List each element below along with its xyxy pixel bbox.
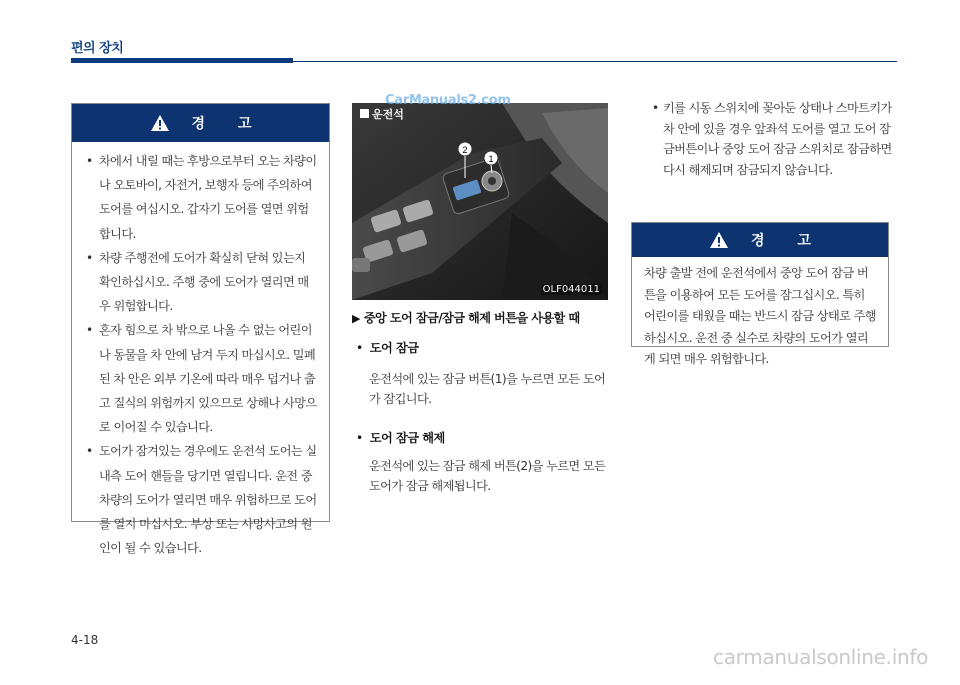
section-title: 편의 장치	[71, 41, 124, 56]
bullet-icon: •	[356, 431, 363, 445]
subhead-text: 도어 잠금 해제	[369, 431, 445, 445]
door-switch-photo	[352, 103, 608, 300]
callout-2-label: 2	[462, 145, 468, 155]
page-number: 4-18	[71, 633, 99, 647]
left-warning-header	[72, 104, 329, 142]
left-warning-box	[71, 103, 330, 556]
right-warning-header	[632, 223, 888, 257]
left-warning-list	[72, 142, 329, 560]
door-panel-illustration	[352, 103, 608, 300]
figure-title	[352, 309, 580, 326]
list-item: • 차에서 내릴 때는 후방으로부터 오는 차량이나 오토바이, 자전거, 보행자 등에 주의하여 도어를 여십시오. 갑자기 도어를 열면 위험합니다.	[86, 149, 319, 246]
list-item: • 도어가 잠겨있는 경우에도 운전석 도어는 실내측 도어 핸들을 당기면 열립니다. 운전 중 차량의 도어가 열리면 매우 위험하므로 도어를 열지 마십시오. 부상 또는 사망사고의 원인이 될 수 있습니다.	[86, 439, 319, 560]
subhead-text: 도어 잠금	[369, 341, 419, 355]
right-bullet-note: • 키를 시동 스위치에 꽂아둔 상태나 스마트키가 차 안에 있을 경우 앞좌석 도어를 열고 도어 잠금버튼이나 중앙 도어 잠금 스위치로 잠금하면 다시 해제되며 잠금되지 않습니다.	[647, 98, 897, 180]
list-item: • 차량 주행전에 도어가 확실히 닫혀 있는지 확인하십시오. 주행 중에 도어가 열리면 매우 위험합니다.	[86, 246, 319, 319]
photo-caption: 운전석	[372, 108, 404, 121]
watermark-text: CarManuals2.com	[385, 93, 511, 108]
triangle-right-icon: ▶	[352, 312, 360, 325]
photo-code: OLF044011	[542, 284, 600, 295]
list-item: • 혼자 힘으로 차 밖으로 나올 수 없는 어린이나 동물을 차 안에 남겨 두지 마십시오. 밀폐된 차 안은 외부 기온에 따라 매우 덥거나 춥고 질식의 위험까지 있으므로 상해나 사망으로 이어질 수 있습니다.	[86, 318, 319, 439]
left-warning-title: 경 고	[191, 116, 266, 132]
right-warning-box	[631, 222, 889, 366]
subhead-door-unlock	[356, 429, 445, 446]
right-warning-text: 차량 출발 전에 운전석에서 중앙 도어 잠금 버튼을 이용하여 모든 도어를 잠그십시오. 특히 어린이를 태웠을 때는 반드시 잠금 상태로 주행하십시오. 운전 중 실수로 차량의 도어가 열리게 되면 매우 위험합니다.	[644, 266, 876, 366]
header-rule-thin	[293, 61, 897, 62]
caption-square-icon	[360, 109, 369, 118]
door-lock-text: 운전석에 있는 잠금 버튼(1)을 누르면 모든 도어가 잠깁니다.	[369, 372, 606, 406]
subhead-door-lock	[356, 339, 419, 356]
warning-triangle-icon	[150, 114, 170, 132]
callout-1-label: 1	[488, 154, 494, 164]
right-warning-title: 경 고	[751, 233, 825, 249]
door-unlock-text: 운전석에 있는 잠금 해제 버튼(2)을 누르면 모든 도어가 잠금 해제됩니다.	[369, 459, 606, 493]
footer-site-mark: carmanualsonline.info	[713, 645, 929, 669]
bullet-icon: •	[356, 341, 363, 355]
header-rule-thick	[71, 58, 293, 63]
figure-title-text: 중앙 도어 잠금/잠금 해제 버튼을 사용할 때	[363, 311, 580, 325]
warning-triangle-icon	[709, 231, 729, 249]
